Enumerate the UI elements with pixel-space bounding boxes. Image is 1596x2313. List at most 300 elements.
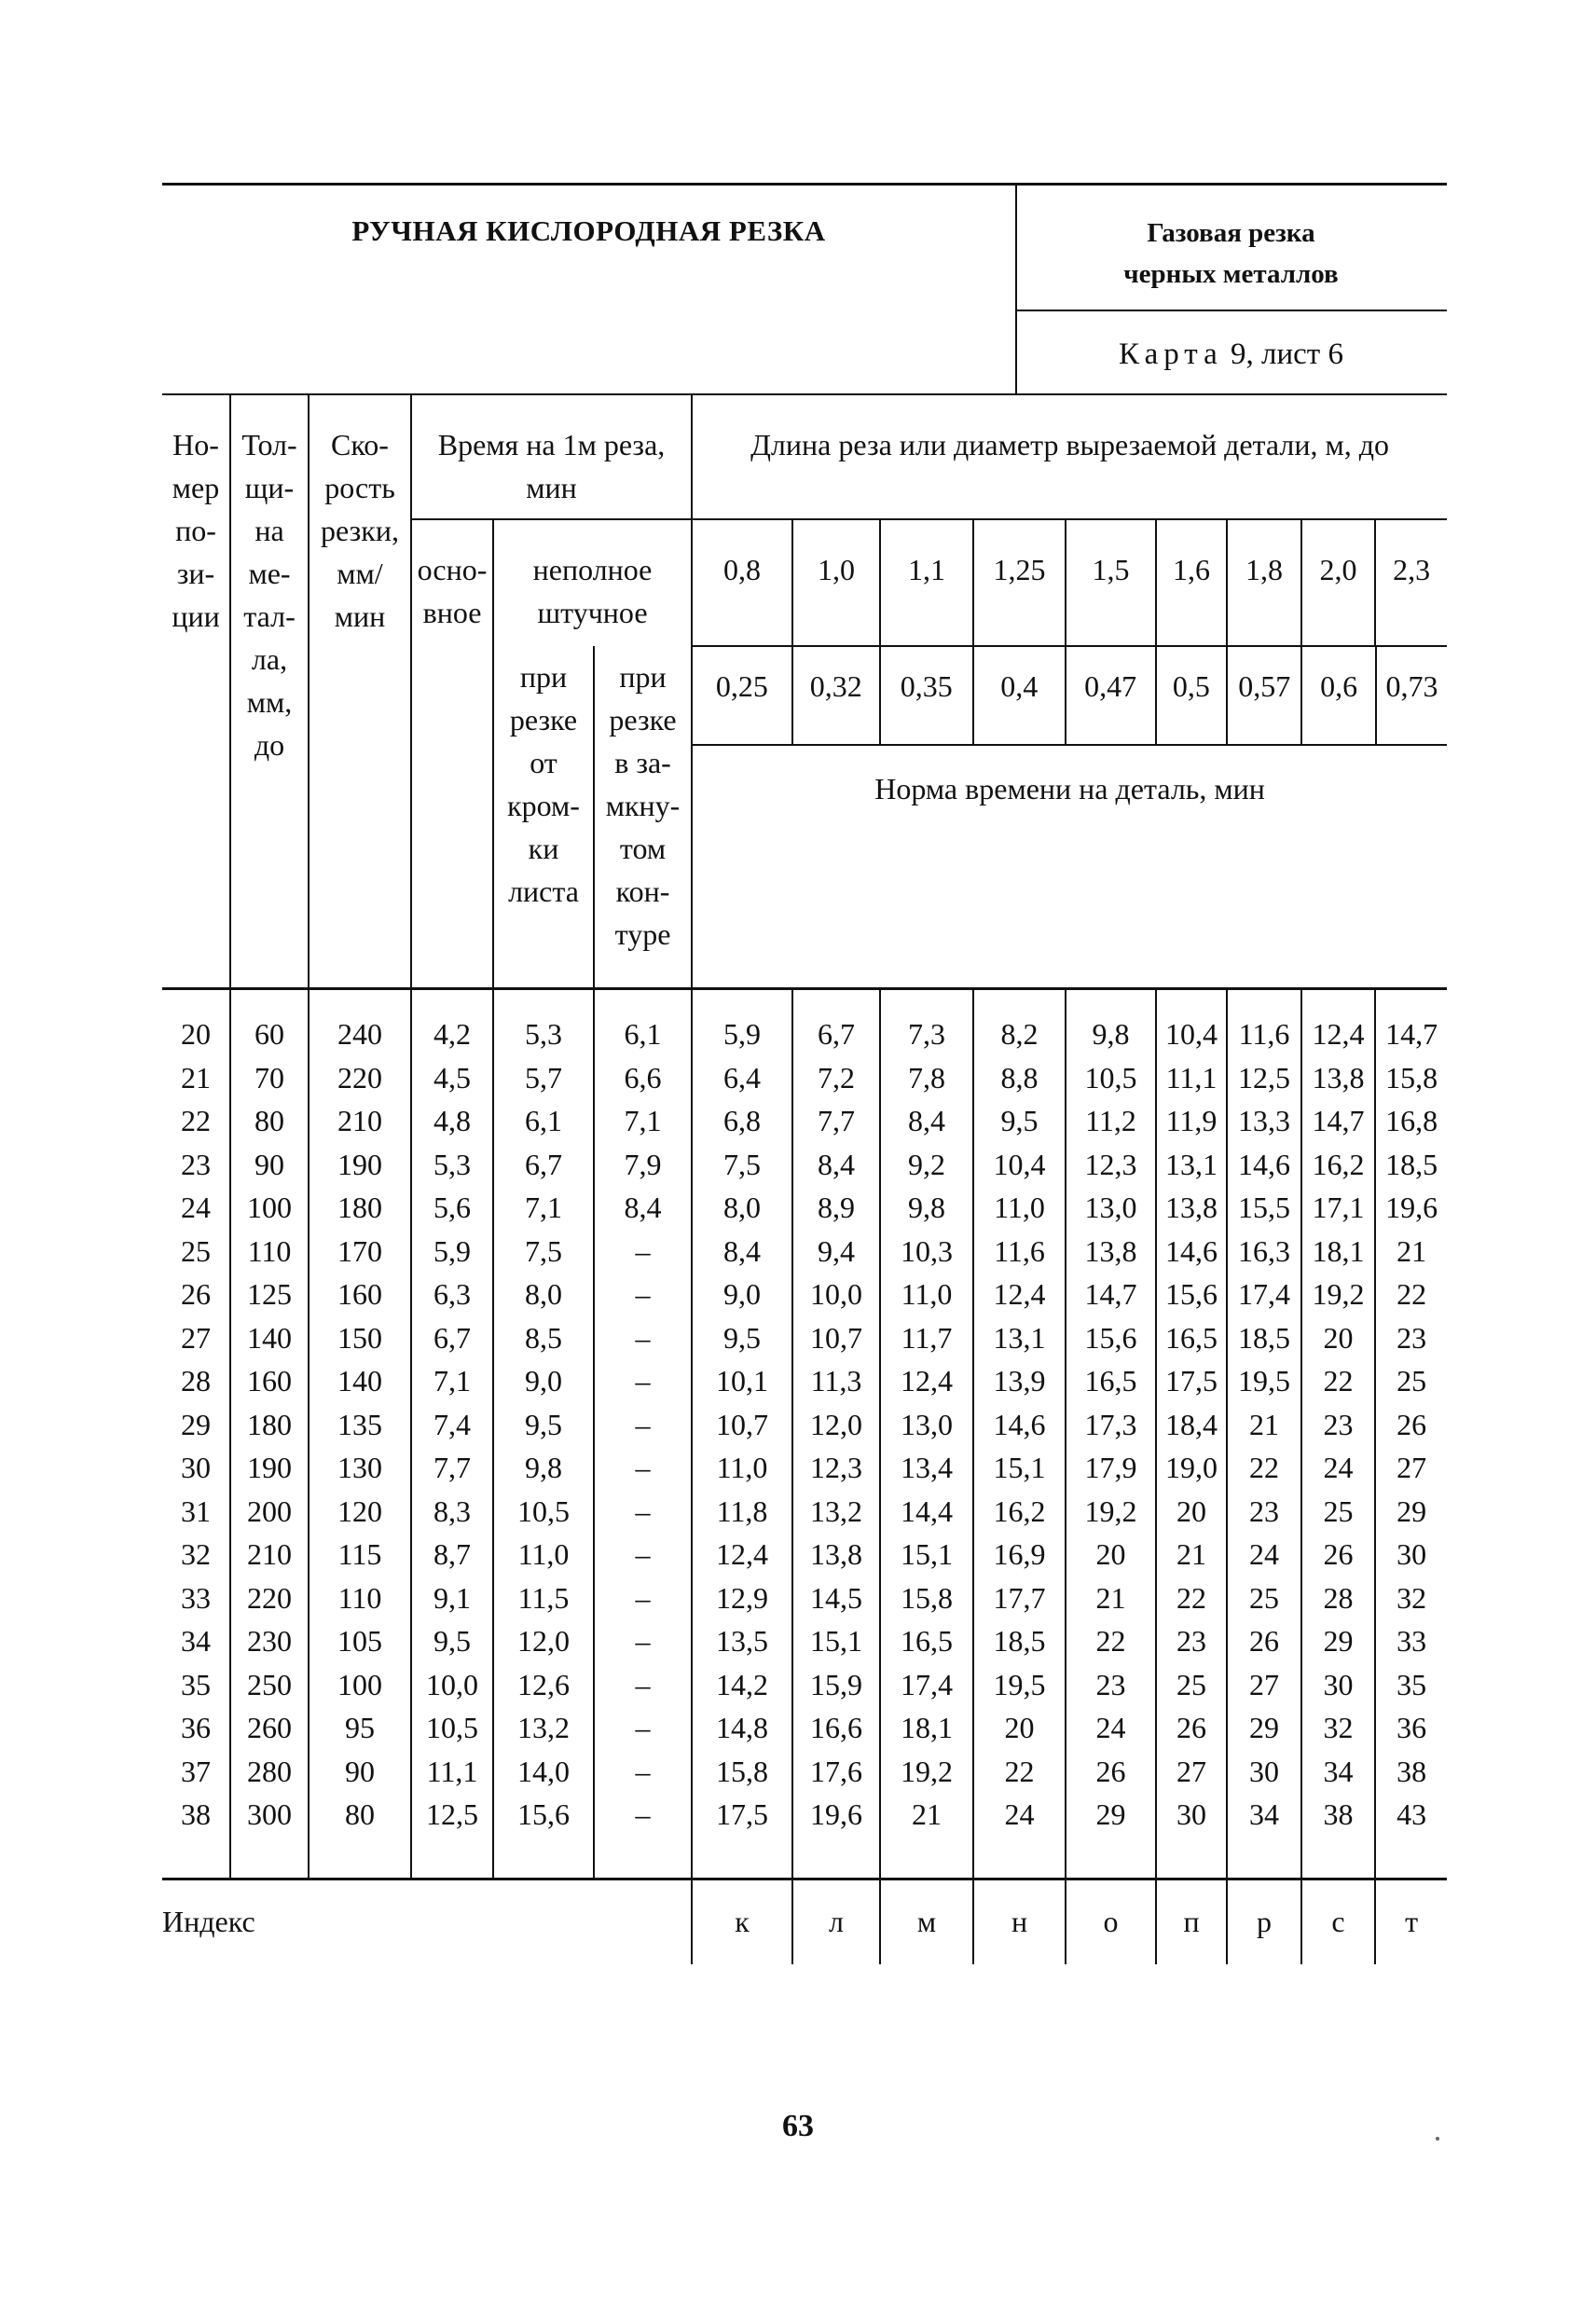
table-cell: 18,5: [1227, 1316, 1301, 1360]
table-cell: 6,7: [792, 1012, 880, 1056]
table-cell: 14,7: [1375, 1012, 1447, 1056]
length-header-4: 1,25: [973, 519, 1066, 646]
table-cell: 200: [230, 1490, 309, 1534]
table-cell: 15,6: [1156, 1273, 1227, 1316]
table-cell: 29: [1066, 1793, 1156, 1837]
table-cell: 11,6: [1227, 1012, 1301, 1056]
table-cell: 15,1: [880, 1533, 973, 1576]
table-row: [162, 1490, 1447, 1534]
header-middle-rule: [1015, 310, 1447, 311]
table-cell: 230: [230, 1619, 309, 1663]
table-row: [162, 1012, 1447, 1056]
table-cell: 180: [230, 1403, 309, 1447]
table-cell: 14,2: [692, 1663, 792, 1707]
table-cell: 250: [230, 1663, 309, 1707]
index-letter-6: п: [1156, 1879, 1227, 1964]
table-row: [162, 1273, 1447, 1316]
table-cell: 9,2: [880, 1143, 973, 1187]
table-cell: 13,8: [1301, 1056, 1375, 1100]
table-cell: 9,0: [493, 1359, 594, 1403]
table-cell: 12,4: [973, 1273, 1066, 1316]
table-cell: 14,6: [1156, 1230, 1227, 1274]
table-cell: 7,3: [880, 1012, 973, 1056]
table-cell: 23: [1066, 1663, 1156, 1707]
table-cell: 18,5: [973, 1619, 1066, 1663]
index-letter-4: н: [973, 1879, 1066, 1964]
table-cell: 19,0: [1156, 1446, 1227, 1490]
col-speed-header: Ско- рость резки, мм/ мин: [309, 394, 411, 987]
table-cell: 12,4: [692, 1533, 792, 1576]
table-row: [162, 1619, 1447, 1663]
table-cell: 4,5: [411, 1056, 493, 1100]
col-edge-cut-header: при резке от кром- ки листа: [493, 646, 594, 987]
table-cell: 23: [1375, 1316, 1447, 1360]
table-cell: 19,6: [1375, 1186, 1447, 1230]
table-cell: 21: [1375, 1230, 1447, 1274]
table-cell: –: [594, 1273, 692, 1316]
table-cell: 120: [309, 1490, 411, 1534]
table-cell: 70: [230, 1056, 309, 1100]
table-cell: 15,1: [973, 1446, 1066, 1490]
table-cell: 14,4: [880, 1490, 973, 1534]
table-cell: –: [594, 1576, 692, 1620]
table-cell: 24: [181, 1191, 211, 1224]
table-cell: 26: [181, 1277, 211, 1311]
table-cell: 34: [1301, 1750, 1375, 1794]
length-header-3: 1,1: [880, 519, 973, 646]
table-cell: 12,4: [880, 1359, 973, 1403]
table-cell: 11,3: [792, 1359, 880, 1403]
table-row: [162, 1576, 1447, 1620]
table-cell: 115: [309, 1533, 411, 1576]
table-cell: 20: [1066, 1533, 1156, 1576]
table-cell: 9,8: [493, 1446, 594, 1490]
card-word: Карта: [1119, 337, 1223, 371]
col-thickness-header: Тол- щи- на ме- тал- ла, мм, до: [230, 394, 309, 987]
table-cell: 10,4: [973, 1143, 1066, 1187]
table-row: [162, 1056, 1447, 1100]
table-cell: 11,0: [493, 1533, 594, 1576]
table-row: [162, 1793, 1447, 1837]
table-cell: 20: [973, 1706, 1066, 1750]
data-top-padding: [162, 989, 1447, 1013]
table-cell: 24: [1227, 1533, 1301, 1576]
table-cell: 29: [1375, 1490, 1447, 1534]
index-letter-2: л: [792, 1879, 880, 1964]
table-cell: 17,6: [792, 1750, 880, 1794]
table-cell: 14,7: [1066, 1273, 1156, 1316]
table-cell: 220: [230, 1576, 309, 1620]
table-cell: 25: [1156, 1663, 1227, 1707]
table-cell: 26: [1227, 1619, 1301, 1663]
table-cell: 22: [1375, 1273, 1447, 1316]
length-header-8: 2,0: [1301, 519, 1375, 646]
table-row: [162, 1706, 1447, 1750]
length-header-6: 1,6: [1156, 519, 1227, 646]
table-cell: 15,9: [792, 1663, 880, 1707]
table-cell: 13,2: [792, 1490, 880, 1534]
table-cell: 23: [1156, 1619, 1227, 1663]
table-cell: 5,6: [411, 1186, 493, 1230]
table-cell: 13,8: [1066, 1230, 1156, 1274]
table-cell: 7,1: [493, 1186, 594, 1230]
table-cell: 16,3: [1227, 1230, 1301, 1274]
table-cell: 140: [230, 1316, 309, 1360]
table-cell: 9,5: [411, 1619, 493, 1663]
section-title-line-1: Газовая резка: [1147, 218, 1315, 248]
table-cell: 10,0: [792, 1273, 880, 1316]
table-cell: 29: [1301, 1619, 1375, 1663]
table-cell: 34: [181, 1624, 211, 1658]
table-cell: 8,9: [792, 1186, 880, 1230]
table-cell: 33: [1375, 1619, 1447, 1663]
table-cell: 4,8: [411, 1099, 493, 1143]
table-cell: 29: [181, 1407, 211, 1441]
table-cell: 14,8: [692, 1706, 792, 1750]
table-cell: 210: [309, 1099, 411, 1143]
diameter-header-8: 0,6: [1300, 647, 1374, 744]
table-cell: 135: [309, 1403, 411, 1447]
table-cell: 32: [181, 1537, 211, 1571]
table-cell: 11,1: [1156, 1056, 1227, 1100]
table-cell: 7,1: [411, 1359, 493, 1403]
table-cell: 29: [1227, 1706, 1301, 1750]
table-cell: 30: [1227, 1750, 1301, 1794]
table-cell: 11,5: [493, 1576, 594, 1620]
table-cell: 22: [973, 1750, 1066, 1794]
table-cell: 17,1: [1301, 1186, 1375, 1230]
table-cell: 8,4: [594, 1186, 692, 1230]
table-cell: 9,4: [792, 1230, 880, 1274]
table-cell: –: [594, 1750, 692, 1794]
table-cell: 32: [1375, 1576, 1447, 1620]
table-cell: 15,6: [493, 1793, 594, 1837]
table-cell: 23: [1227, 1490, 1301, 1534]
table-cell: 7,4: [411, 1403, 493, 1447]
diameter-header-1: 0,25: [715, 669, 768, 703]
table-cell: 21: [1227, 1403, 1301, 1447]
table-cell: 11,6: [973, 1230, 1066, 1274]
table-cell: 11,9: [1156, 1099, 1227, 1143]
table-cell: 13,8: [792, 1533, 880, 1576]
index-letter-7: р: [1227, 1879, 1301, 1964]
table-cell: 220: [309, 1056, 411, 1100]
table-cell: 6,3: [411, 1273, 493, 1316]
index-letter-9: т: [1375, 1879, 1447, 1964]
table-cell: 26: [1375, 1403, 1447, 1447]
table-cell: 9,5: [493, 1403, 594, 1447]
table-row: [162, 1663, 1447, 1707]
table-cell: 19,2: [880, 1750, 973, 1794]
table-cell: 28: [181, 1364, 211, 1397]
table-cell: 43: [1375, 1793, 1447, 1837]
length-header-7: 1,8: [1227, 519, 1301, 646]
table-cell: –: [594, 1230, 692, 1274]
table-cell: 21: [880, 1793, 973, 1837]
table-cell: 17,9: [1066, 1446, 1156, 1490]
table-cell: 125: [230, 1273, 309, 1316]
index-letter-8: с: [1301, 1879, 1375, 1964]
table-cell: 30: [1301, 1663, 1375, 1707]
table-cell: –: [594, 1663, 692, 1707]
table-cell: 4,2: [411, 1012, 493, 1056]
table-cell: 90: [230, 1143, 309, 1187]
table-cell: 30: [181, 1451, 211, 1484]
table-cell: 10,7: [692, 1403, 792, 1447]
table-cell: 160: [230, 1359, 309, 1403]
table-cell: 13,5: [692, 1619, 792, 1663]
table-cell: 8,4: [692, 1230, 792, 1274]
header-row-1: [162, 394, 1447, 519]
table-cell: 6,8: [692, 1099, 792, 1143]
table-cell: 260: [230, 1706, 309, 1750]
table-cell: 8,7: [411, 1533, 493, 1576]
table-cell: 280: [230, 1750, 309, 1794]
table-cell: 22: [181, 1104, 211, 1137]
table-cell: 5,3: [411, 1143, 493, 1187]
table-cell: 12,5: [411, 1793, 493, 1837]
table-cell: 13,3: [1227, 1099, 1301, 1143]
table-cell: 8,2: [973, 1012, 1066, 1056]
diameter-header-2: 0,32: [791, 647, 879, 744]
table-cell: 13,8: [1156, 1186, 1227, 1230]
table-cell: 12,6: [493, 1663, 594, 1707]
table-cell: 14,7: [1301, 1099, 1375, 1143]
norm-table: [162, 393, 1447, 1964]
col-partial-time-header: неполное штучное: [493, 519, 692, 646]
table-cell: 8,8: [973, 1056, 1066, 1100]
table-cell: 37: [181, 1754, 211, 1788]
table-cell: 36: [181, 1711, 211, 1744]
table-cell: 10,0: [411, 1663, 493, 1707]
table-cell: 14,6: [973, 1403, 1066, 1447]
table-cell: 18,1: [1301, 1230, 1375, 1274]
table-cell: 34: [1227, 1793, 1301, 1837]
table-cell: 23: [181, 1147, 211, 1181]
table-cell: 210: [230, 1533, 309, 1576]
table-cell: 22: [1156, 1576, 1227, 1620]
section-title: [1015, 213, 1447, 295]
table-cell: 300: [230, 1793, 309, 1837]
table-cell: 14,0: [493, 1750, 594, 1794]
table-cell: 8,5: [493, 1316, 594, 1360]
table-row: [162, 1186, 1447, 1230]
length-group-header: Длина реза или диаметр вырезаемой детали, м, до: [692, 394, 1447, 519]
table-cell: 20: [181, 1017, 211, 1051]
table-cell: 18,4: [1156, 1403, 1227, 1447]
table-cell: 30: [1375, 1533, 1447, 1576]
table-cell: 95: [309, 1706, 411, 1750]
table-cell: 240: [309, 1012, 411, 1056]
table-cell: 16,6: [792, 1706, 880, 1750]
table-cell: 27: [181, 1320, 211, 1355]
diameter-header-6: 0,5: [1155, 647, 1226, 744]
table-row: [162, 1230, 1447, 1274]
table-cell: 9,8: [1066, 1012, 1156, 1056]
table-cell: 13,0: [1066, 1186, 1156, 1230]
table-cell: 10,1: [692, 1359, 792, 1403]
index-row: [162, 1879, 1447, 1964]
table-cell: 12,3: [792, 1446, 880, 1490]
table-cell: 7,7: [792, 1099, 880, 1143]
table-cell: 17,5: [692, 1793, 792, 1837]
table-cell: –: [594, 1316, 692, 1360]
table-cell: 5,7: [493, 1056, 594, 1100]
table-cell: –: [594, 1403, 692, 1447]
diameter-header-5: 0,47: [1065, 647, 1155, 744]
table-cell: 36: [1375, 1706, 1447, 1750]
table-cell: 16,2: [973, 1490, 1066, 1534]
table-cell: 6,6: [594, 1056, 692, 1100]
table-cell: 18,5: [1375, 1143, 1447, 1187]
table-cell: 16,5: [1156, 1316, 1227, 1360]
length-header-5: 1,5: [1066, 519, 1156, 646]
table-cell: 9,0: [692, 1273, 792, 1316]
table-cell: 27: [1227, 1663, 1301, 1707]
table-cell: 12,4: [1301, 1012, 1375, 1056]
table-cell: 24: [1066, 1706, 1156, 1750]
table-row: [162, 1446, 1447, 1490]
table-cell: 7,5: [692, 1143, 792, 1187]
header-top-rule: [162, 183, 1447, 186]
table-cell: 11,0: [973, 1186, 1066, 1230]
table-cell: 25: [1227, 1576, 1301, 1620]
table-cell: 17,3: [1066, 1403, 1156, 1447]
table-cell: 38: [1375, 1750, 1447, 1794]
table-cell: 110: [230, 1230, 309, 1274]
table-cell: 24: [973, 1793, 1066, 1837]
table-cell: 19,6: [792, 1793, 880, 1837]
table-cell: 15,6: [1066, 1316, 1156, 1360]
table-cell: 17,4: [1227, 1273, 1301, 1316]
table-cell: –: [594, 1706, 692, 1750]
table-cell: 8,0: [692, 1186, 792, 1230]
table-cell: 10,7: [792, 1316, 880, 1360]
table-cell: 5,3: [493, 1012, 594, 1056]
table-cell: 80: [230, 1099, 309, 1143]
table-cell: 16,5: [880, 1619, 973, 1663]
card-label: [1015, 337, 1447, 372]
table-cell: 105: [309, 1619, 411, 1663]
table-cell: 22: [1066, 1619, 1156, 1663]
table-row: [162, 1750, 1447, 1794]
table-cell: 170: [309, 1230, 411, 1274]
index-letter-3: м: [880, 1879, 973, 1964]
table-cell: 11,0: [692, 1446, 792, 1490]
table-cell: 13,4: [880, 1446, 973, 1490]
table-cell: 26: [1156, 1706, 1227, 1750]
table-cell: 9,1: [411, 1576, 493, 1620]
table-cell: 19,5: [973, 1663, 1066, 1707]
table-cell: 22: [1227, 1446, 1301, 1490]
table-cell: 25: [1375, 1359, 1447, 1403]
table-cell: 100: [309, 1663, 411, 1707]
table-cell: 26: [1066, 1750, 1156, 1794]
table-cell: 25: [1301, 1490, 1375, 1534]
table-row: [162, 1099, 1447, 1143]
table-cell: 38: [1301, 1793, 1375, 1837]
table-cell: 7,5: [493, 1230, 594, 1274]
table-cell: 11,2: [1066, 1099, 1156, 1143]
table-cell: 28: [1301, 1576, 1375, 1620]
index-label: Индекс: [162, 1905, 255, 1938]
table-cell: 11,0: [880, 1273, 973, 1316]
table-cell: 26: [1301, 1533, 1375, 1576]
table-cell: 6,1: [493, 1099, 594, 1143]
length-header-2: 1,0: [792, 519, 880, 646]
table-cell: 31: [181, 1494, 211, 1528]
section-title-line-2: черных металлов: [1123, 259, 1339, 289]
table-cell: 15,5: [1227, 1186, 1301, 1230]
index-letter-1: к: [692, 1879, 792, 1964]
table-cell: 8,4: [880, 1099, 973, 1143]
table-cell: 15,8: [692, 1750, 792, 1794]
table-cell: 8,4: [792, 1143, 880, 1187]
scan-speck: [1436, 2137, 1439, 2141]
table-cell: 12,9: [692, 1576, 792, 1620]
col-main-time-header: осно- вное: [411, 519, 493, 987]
table-cell: 7,2: [792, 1056, 880, 1100]
table-cell: 22: [1301, 1359, 1375, 1403]
data-rows: [162, 989, 1447, 1879]
table-cell: 30: [1156, 1793, 1227, 1837]
table-cell: 80: [309, 1793, 411, 1837]
page-number: 63: [782, 2109, 814, 2143]
table-row: [162, 1403, 1447, 1447]
table-cell: 17,5: [1156, 1359, 1227, 1403]
table-cell: 10,5: [1066, 1056, 1156, 1100]
table-row: [162, 1359, 1447, 1403]
table-cell: 27: [1375, 1446, 1447, 1490]
table-cell: 7,7: [411, 1446, 493, 1490]
table-cell: 20: [1156, 1490, 1227, 1534]
table-cell: 160: [309, 1273, 411, 1316]
table-cell: 13,2: [493, 1706, 594, 1750]
table-row: [162, 1143, 1447, 1187]
table-cell: 180: [309, 1186, 411, 1230]
table-cell: –: [594, 1793, 692, 1837]
table-cell: 13,1: [1156, 1143, 1227, 1187]
table-cell: 35: [1375, 1663, 1447, 1707]
table-row: [162, 1316, 1447, 1360]
table-cell: 13,1: [973, 1316, 1066, 1360]
table-cell: 150: [309, 1316, 411, 1360]
table-cell: 19,2: [1301, 1273, 1375, 1316]
table-cell: 7,1: [594, 1099, 692, 1143]
card-sheet: 9, лист 6: [1231, 337, 1343, 371]
table-cell: 32: [1301, 1706, 1375, 1750]
table-cell: 27: [1156, 1750, 1227, 1794]
table-cell: 6,7: [411, 1316, 493, 1360]
table-cell: 12,0: [493, 1619, 594, 1663]
table-cell: 5,9: [692, 1012, 792, 1056]
table-cell: 17,7: [973, 1576, 1066, 1620]
table-cell: 12,3: [1066, 1143, 1156, 1187]
data-bottom-padding: [162, 1837, 1447, 1879]
table-cell: 10,5: [493, 1490, 594, 1534]
document-title: РУЧНАЯ КИСЛОРОДНАЯ РЕЗКА: [351, 214, 826, 247]
table-cell: 16,8: [1375, 1099, 1447, 1143]
table-cell: –: [594, 1446, 692, 1490]
length-header-9: 2,3: [1375, 519, 1447, 646]
table-cell: 5,9: [411, 1230, 493, 1274]
table-cell: 130: [309, 1446, 411, 1490]
table-cell: 190: [230, 1446, 309, 1490]
table-cell: 21: [1156, 1533, 1227, 1576]
col-position-header: Но- мер по- зи- ции: [162, 394, 230, 987]
table-cell: 35: [181, 1667, 211, 1701]
table-cell: 10,4: [1156, 1012, 1227, 1056]
